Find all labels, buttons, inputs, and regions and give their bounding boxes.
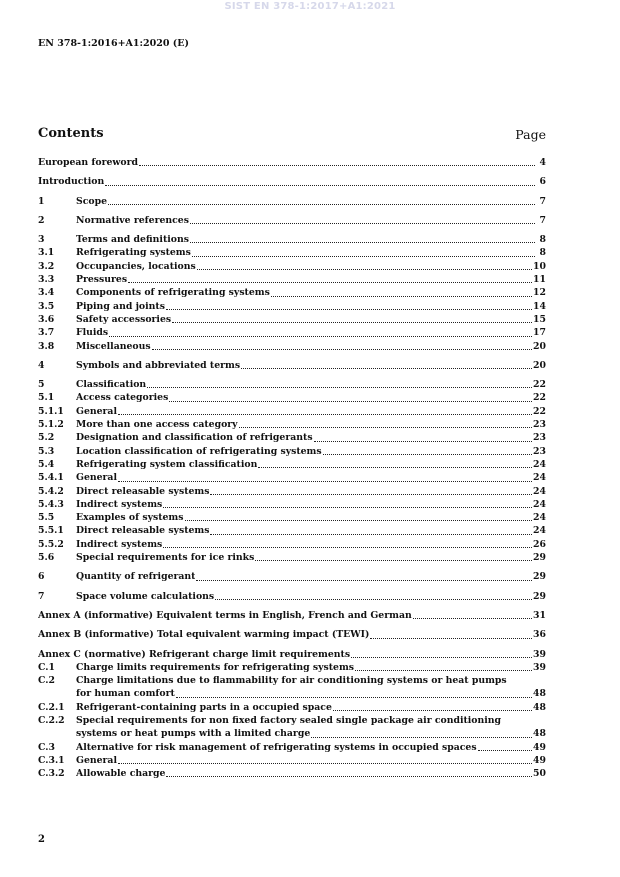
toc-entry-number: C.3.1 (38, 754, 65, 766)
toc-entry-title: for human comfort (76, 688, 175, 700)
toc-dot-leader (241, 367, 532, 369)
toc-entry-page: 23 (533, 445, 546, 457)
toc-entry-title: Direct releasable systems (76, 485, 210, 497)
toc-entry-title: Annex B (informative) Total equivalent warming impact (TEWI) (38, 629, 370, 641)
toc-entry-number: C.3.2 (38, 768, 65, 780)
toc-entry-page: 48 (533, 688, 546, 700)
toc-dot-leader (172, 321, 532, 323)
toc-entry[interactable] (38, 628, 546, 641)
toc-entry-number: C.2.2 (38, 714, 65, 726)
toc-entry-title: Classification (76, 379, 147, 391)
toc-dot-leader (169, 400, 532, 402)
toc-entry-number: 3.4 (38, 287, 55, 299)
toc-entry-title: Charge limits requirements for refrigerating systems (76, 661, 355, 673)
toc-entry-page: 14 (533, 300, 546, 312)
toc-entry-number: 5 (38, 379, 45, 391)
toc-entry-title: Annex A (informative) Equivalent terms in English, French and German (38, 609, 412, 621)
toc-entry[interactable] (38, 609, 546, 622)
document-id: EN 378-1:2016+A1:2020 (E) (38, 38, 189, 49)
toc-entry-title: Refrigerant-containing parts in a occupied space (76, 701, 332, 713)
toc-entry[interactable] (38, 648, 546, 661)
contents-heading: Contents (38, 126, 104, 141)
toc-entry[interactable] (38, 418, 546, 431)
toc-entry-page: 12 (533, 287, 546, 299)
toc-dot-leader (118, 480, 532, 482)
watermark: SIST EN 378-1:2017+A1:2021 (224, 1, 396, 12)
toc-dot-leader (166, 775, 532, 777)
toc-entry[interactable] (38, 511, 546, 524)
toc-entry-page: 4 (539, 157, 546, 168)
toc-entry-page: 10 (533, 260, 546, 272)
toc-entry-number: 3.3 (38, 274, 55, 286)
toc-dot-leader (215, 598, 532, 600)
toc-entry-number: 5.4.2 (38, 485, 64, 497)
toc-dot-leader (185, 519, 533, 521)
toc-entry-title: General (76, 472, 117, 484)
toc-dot-leader (139, 164, 535, 166)
toc-entry-title: Space volume calculations (76, 590, 215, 602)
toc-entry[interactable] (38, 391, 546, 404)
toc-entry-page: 11 (533, 274, 546, 286)
toc-entry[interactable] (38, 767, 546, 780)
page-column-heading: Page (515, 127, 546, 142)
toc-dot-leader (311, 736, 532, 738)
toc-entry-page: 7 (539, 214, 546, 226)
toc-entry[interactable] (38, 286, 546, 299)
toc-entry-title: Direct releasable systems (76, 525, 210, 537)
toc-dot-leader (105, 184, 535, 186)
toc-entry[interactable] (38, 359, 546, 372)
toc-entry-title: General (76, 754, 117, 766)
toc-entry-page: 8 (539, 247, 546, 259)
toc-entry-title: Annex C (normative) Refrigerant charge limit requirements (38, 648, 351, 660)
toc-entry-title: Indirect systems (76, 498, 163, 510)
toc-entry[interactable] (38, 431, 546, 444)
toc-entry-page: 49 (533, 741, 546, 753)
toc-dot-leader (197, 268, 532, 270)
toc-entry-page: 22 (533, 379, 546, 391)
toc-entry[interactable] (38, 175, 546, 188)
toc-entry-page: 20 (533, 340, 546, 352)
toc-entry-page: 29 (533, 571, 546, 583)
toc-entry[interactable] (38, 326, 546, 339)
toc-entry[interactable] (38, 273, 546, 286)
toc-entry-title: Location classification of refrigerating systems (76, 445, 322, 457)
toc-entry-title: Piping and joints (76, 300, 165, 312)
toc-entry-page: 23 (533, 419, 546, 431)
toc-entry[interactable] (38, 260, 546, 273)
toc-entry-number: 5.1.2 (38, 419, 64, 431)
toc-entry-title: Occupancies, locations (76, 260, 196, 272)
toc-entry-title: systems or heat pumps with a limited charge (76, 728, 311, 740)
toc-entry-page: 48 (533, 728, 546, 740)
toc-entry-page: 24 (533, 472, 546, 484)
toc-dot-leader (196, 579, 532, 581)
toc-entry[interactable] (38, 538, 546, 551)
toc-entry-page: 23 (533, 432, 546, 444)
toc-dot-leader (166, 308, 532, 310)
toc-dot-leader (258, 466, 532, 468)
toc-entry-page: 8 (539, 234, 546, 246)
toc-entry-number: 2 (38, 214, 45, 226)
toc-entry-page: 24 (533, 458, 546, 470)
toc-entry[interactable] (38, 498, 546, 511)
toc-entry-page: 36 (533, 629, 546, 641)
toc-entry[interactable] (38, 156, 546, 169)
toc-entry-page: 20 (533, 359, 546, 371)
toc-entry[interactable] (38, 524, 546, 537)
toc-entry-number: 7 (38, 590, 45, 602)
toc-entry-page: 49 (533, 754, 546, 766)
toc-dot-leader (314, 440, 532, 442)
toc-dot-leader (239, 426, 532, 428)
toc-entry-title: Indirect systems (76, 538, 163, 550)
toc-dot-leader (190, 222, 535, 224)
toc-entry-title: Special requirements for non fixed factory sealed single package air conditioning (76, 714, 502, 726)
toc-entry[interactable] (38, 570, 546, 583)
toc-entry-title: More than one access category (76, 419, 238, 431)
toc-entry-number: 3.1 (38, 247, 55, 259)
toc-dot-leader (355, 669, 532, 671)
table-of-contents (38, 156, 546, 780)
toc-entry-title: Refrigerating system classification (76, 458, 258, 470)
toc-entry-title: Allowable charge (76, 768, 166, 780)
toc-entry-number: 6 (38, 571, 45, 583)
toc-entry-number: 5.2 (38, 432, 55, 444)
page-number: 2 (38, 834, 45, 845)
toc-entry-title: European foreword (38, 157, 138, 168)
toc-entry-number: 3.7 (38, 327, 55, 339)
toc-entry-title: General (76, 405, 117, 417)
toc-entry-title: Special requirements for ice rinks (76, 552, 255, 564)
toc-entry-page: 15 (533, 313, 546, 325)
toc-entry[interactable] (38, 195, 546, 208)
toc-entry-number: C.1 (38, 661, 55, 673)
toc-entry[interactable] (38, 551, 546, 564)
toc-entry[interactable] (38, 300, 546, 313)
toc-entry-title: Quantity of refrigerant (76, 571, 196, 583)
toc-entry[interactable] (38, 313, 546, 326)
toc-entry-page: 29 (533, 552, 546, 564)
toc-entry-number: 5.5.2 (38, 538, 64, 550)
toc-dot-leader (255, 559, 532, 561)
toc-entry[interactable] (38, 233, 546, 246)
toc-dot-leader (108, 203, 535, 205)
toc-dot-leader (190, 241, 535, 243)
toc-entry-number: C.3 (38, 741, 55, 753)
toc-entry-page: 31 (533, 609, 546, 621)
toc-entry[interactable] (38, 754, 546, 767)
toc-entry[interactable] (38, 485, 546, 498)
toc-entry-number: C.2.1 (38, 701, 65, 713)
toc-entry-title: Access categories (76, 392, 169, 404)
toc-entry[interactable] (38, 701, 546, 714)
toc-entry-number: 3.5 (38, 300, 55, 312)
toc-dot-leader (192, 255, 535, 257)
toc-entry-title: Charge limitations due to flammability for air conditioning systems or heat pumps (76, 675, 507, 687)
toc-entry-number: 1 (38, 195, 45, 207)
toc-entry-title: Normative references (76, 214, 189, 226)
toc-entry-number: 5.6 (38, 552, 55, 564)
toc-entry-title: Symbols and abbreviated terms (76, 359, 241, 371)
toc-dot-leader (333, 709, 532, 711)
toc-entry[interactable] (38, 405, 546, 418)
toc-entry-number: 5.4 (38, 458, 55, 470)
toc-dot-leader (210, 533, 532, 535)
toc-entry-title: Terms and definitions (76, 234, 189, 246)
toc-entry[interactable] (38, 471, 546, 484)
toc-entry-number: 5.4.1 (38, 472, 64, 484)
toc-entry[interactable] (38, 674, 546, 701)
toc-dot-leader (413, 617, 532, 619)
toc-entry-page: 24 (533, 485, 546, 497)
toc-dot-leader (370, 637, 532, 639)
toc-entry-number: 5.3 (38, 445, 55, 457)
toc-dot-leader (152, 348, 532, 350)
toc-entry-page: 22 (533, 392, 546, 404)
toc-entry-number: 5.1.1 (38, 405, 64, 417)
toc-entry-title: Scope (76, 195, 107, 207)
toc-entry-page: 7 (539, 195, 546, 207)
toc-dot-leader (176, 696, 532, 698)
toc-entry-title: Components of refrigerating systems (76, 287, 270, 299)
toc-entry[interactable] (38, 714, 546, 741)
toc-dot-leader (163, 506, 532, 508)
toc-entry-title: Pressures (76, 274, 128, 286)
toc-entry-title: Safety accessories (76, 313, 172, 325)
toc-entry[interactable] (38, 445, 546, 458)
toc-entry-page: 39 (533, 648, 546, 660)
toc-dot-leader (323, 453, 532, 455)
toc-entry-title: Introduction (38, 176, 105, 188)
toc-dot-leader (118, 413, 532, 415)
toc-entry[interactable] (38, 661, 546, 674)
toc-entry-page: 48 (533, 701, 546, 713)
toc-entry-number: 3.6 (38, 313, 55, 325)
toc-entry-number: C.2 (38, 675, 55, 687)
toc-entry-number: 5.1 (38, 392, 55, 404)
toc-entry-number: 3.2 (38, 260, 55, 272)
toc-entry-number: 3 (38, 234, 45, 246)
toc-entry-page: 39 (533, 661, 546, 673)
toc-entry-page: 24 (533, 498, 546, 510)
toc-entry-page: 26 (533, 538, 546, 550)
toc-entry[interactable] (38, 590, 546, 603)
toc-entry-title: Refrigerating systems (76, 247, 191, 259)
toc-dot-leader (163, 546, 532, 548)
toc-entry-page: 29 (533, 590, 546, 602)
toc-entry-number: 5.4.3 (38, 498, 64, 510)
toc-entry[interactable] (38, 340, 546, 353)
toc-entry-page: 50 (533, 768, 546, 780)
toc-dot-leader (478, 749, 532, 751)
toc-dot-leader (210, 493, 532, 495)
toc-dot-leader (109, 335, 532, 337)
toc-dot-leader (351, 656, 532, 658)
toc-dot-leader (147, 386, 532, 388)
toc-entry-title: Alternative for risk management of refrigerating systems in occupied spaces (76, 741, 477, 753)
toc-entry-page: 6 (539, 176, 546, 188)
toc-entry-title: Designation and classification of refrigerants (76, 432, 313, 444)
toc-entry-title: Fluids (76, 327, 109, 339)
toc-entry[interactable] (38, 458, 546, 471)
toc-entry-number: 5.5.1 (38, 525, 64, 537)
toc-entry-title: Examples of systems (76, 512, 184, 524)
toc-entry-number: 5.5 (38, 512, 55, 524)
toc-entry-page: 17 (533, 327, 546, 339)
toc-dot-leader (271, 295, 532, 297)
toc-entry[interactable] (38, 214, 546, 227)
toc-entry-number: 3.8 (38, 340, 55, 352)
toc-entry-title: Miscellaneous (76, 340, 151, 352)
toc-dot-leader (128, 281, 532, 283)
toc-entry-page: 24 (533, 512, 546, 524)
toc-entry[interactable] (38, 378, 546, 391)
toc-entry[interactable] (38, 246, 546, 259)
toc-dot-leader (118, 762, 532, 764)
toc-entry-number: 4 (38, 359, 45, 371)
toc-entry-page: 22 (533, 405, 546, 417)
toc-entry-page: 24 (533, 525, 546, 537)
toc-entry[interactable] (38, 741, 546, 754)
